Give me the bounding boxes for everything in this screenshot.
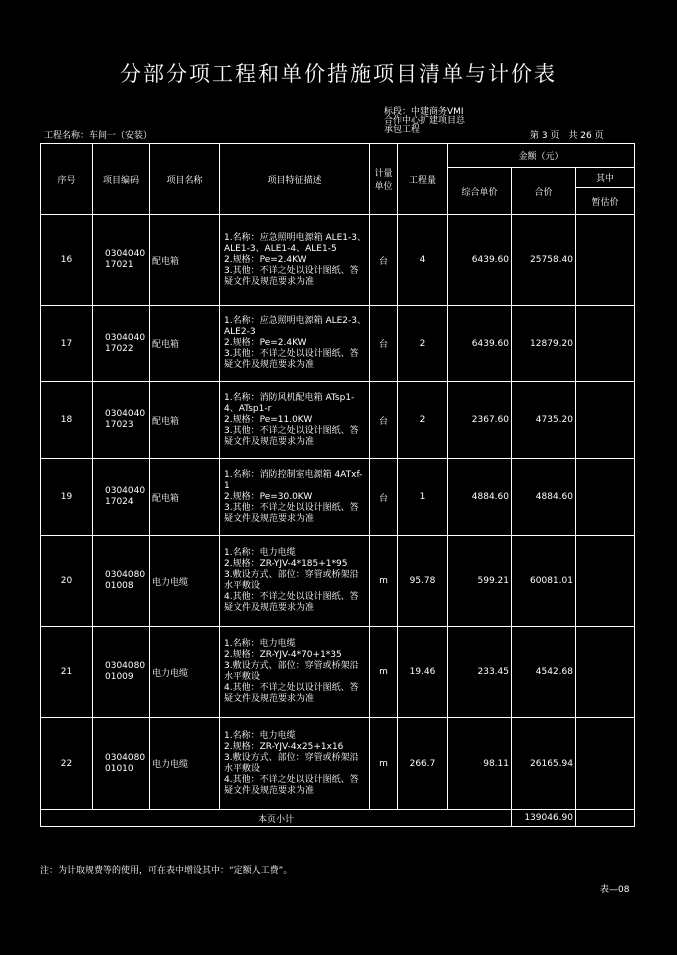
footnote: 注：为计取规费等的使用，可在表中增设其中：“定额人工费”。 (40, 866, 293, 876)
subtotal-value: 139046.90 (512, 810, 576, 827)
row-code: 030404017022 (93, 306, 150, 382)
row-estimate (576, 627, 635, 718)
row-total: 12879.20 (512, 306, 576, 382)
row-unit: m (370, 718, 398, 810)
row-name: 配电箱 (150, 306, 220, 382)
col-header-unit: 计量单位 (370, 144, 398, 215)
row-unit: 台 (370, 382, 398, 459)
row-estimate (576, 718, 635, 810)
row-unit: 台 (370, 306, 398, 382)
row-name: 电力电缆 (150, 718, 220, 810)
row-feature: 1.名称：电力电缆 2.规格：ZR-YJV-4*70+1*35 3.敷设方式、部位：穿管或桥架沿水平敷设 4.其他：不详之处以设计图纸、答疑文件及规范要求为准 (220, 627, 370, 718)
col-header-name: 项目名称 (150, 144, 220, 215)
row-feature: 1.名称：消防控制室电源箱 4ATxf-1 2.规格：Pe=30.0KW 3.其他：不详之处以设计图纸、答疑文件及规范要求为准 (220, 459, 370, 536)
row-unit-price: 4884.60 (448, 459, 512, 536)
row-code: 030408001010 (93, 718, 150, 810)
row-estimate (576, 459, 635, 536)
row-feature: 1.名称：应急照明电源箱 ALE1-3、ALE1-3、ALE1-4、ALE1-5 2.规格：Pe=2.4KW 3.其他：不详之处以设计图纸、答疑文件及规范要求为准 (220, 215, 370, 306)
row-unit: 台 (370, 215, 398, 306)
row-total: 4735.20 (512, 382, 576, 459)
subtotal-label: 本页小计 (41, 810, 512, 827)
table-row (41, 382, 635, 459)
table-row (41, 215, 635, 306)
row-unit-price: 2367.60 (448, 382, 512, 459)
row-qty: 2 (398, 382, 448, 459)
row-code: 030404017024 (93, 459, 150, 536)
row-unit: 台 (370, 459, 398, 536)
bill-table (40, 143, 635, 827)
row-estimate (576, 382, 635, 459)
row-index: 22 (41, 718, 93, 810)
table-row (41, 718, 635, 810)
row-qty: 266.7 (398, 718, 448, 810)
row-feature: 1.名称：消防风机配电箱 ATsp1-4、ATsp1-r 2.规格：Pe=11.0KW 3.其他：不详之处以设计图纸、答疑文件及规范要求为准 (220, 382, 370, 459)
row-feature: 1.名称：应急照明电源箱 ALE2-3、ALE2-3 2.规格：Pe=2.4KW 3.其他：不详之处以设计图纸、答疑文件及规范要求为准 (220, 306, 370, 382)
row-unit-price: 233.45 (448, 627, 512, 718)
page-title: 分部分项工程和单价措施项目清单与计价表 (120, 62, 557, 86)
row-code: 030404017021 (93, 215, 150, 306)
col-header-unit-price: 综合单价 (448, 168, 512, 215)
row-estimate (576, 215, 635, 306)
row-qty: 95.78 (398, 536, 448, 627)
subtotal-row (41, 810, 635, 827)
row-unit: m (370, 536, 398, 627)
col-header-code: 项目编码 (93, 144, 150, 215)
table-row (41, 306, 635, 382)
row-code: 030404017023 (93, 382, 150, 459)
col-header-total: 合价 (512, 168, 576, 215)
row-unit-price: 599.21 (448, 536, 512, 627)
row-name: 电力电缆 (150, 536, 220, 627)
row-index: 16 (41, 215, 93, 306)
row-qty: 4 (398, 215, 448, 306)
row-total: 4884.60 (512, 459, 576, 536)
col-header-feature: 项目特征描述 (220, 144, 370, 215)
subtotal-estimate (576, 810, 635, 827)
row-total: 60081.01 (512, 536, 576, 627)
row-index: 19 (41, 459, 93, 536)
col-header-estimate: 暂估价 (576, 188, 635, 215)
row-code: 030408001009 (93, 627, 150, 718)
row-estimate (576, 306, 635, 382)
col-header-qty: 工程量 (398, 144, 448, 215)
row-estimate (576, 536, 635, 627)
row-total: 4542.68 (512, 627, 576, 718)
table-row (41, 536, 635, 627)
project-name: 工程名称：车间一（安装） (44, 131, 153, 141)
row-name: 配电箱 (150, 215, 220, 306)
row-feature: 1.名称：电力电缆 2.规格：ZR-YJV-4*185+1*95 3.敷设方式、部位：穿管或桥架沿水平敷设 4.其他：不详之处以设计图纸、答疑文件及规范要求为准 (220, 536, 370, 627)
row-qty: 1 (398, 459, 448, 536)
row-qty: 19.46 (398, 627, 448, 718)
section-note (384, 108, 465, 135)
row-index: 18 (41, 382, 93, 459)
section-note-line: 标段：中建商务VMI (384, 107, 464, 117)
row-name: 电力电缆 (150, 627, 220, 718)
row-name: 配电箱 (150, 382, 220, 459)
row-unit: m (370, 627, 398, 718)
col-header-of-which: 其中 (576, 168, 635, 188)
row-name: 配电箱 (150, 459, 220, 536)
row-qty: 2 (398, 306, 448, 382)
table-row (41, 627, 635, 718)
col-header-index: 序号 (41, 144, 93, 215)
row-unit-price: 98.11 (448, 718, 512, 810)
row-index: 20 (41, 536, 93, 627)
section-note-line: 合作中心扩建项目总 (384, 116, 466, 126)
section-note-line: 承包工程 (384, 125, 421, 135)
row-index: 21 (41, 627, 93, 718)
row-total: 26165.94 (512, 718, 576, 810)
row-unit-price: 6439.60 (448, 306, 512, 382)
row-total: 25758.40 (512, 215, 576, 306)
row-index: 17 (41, 306, 93, 382)
form-code: 表—08 (600, 885, 630, 895)
table-row (41, 459, 635, 536)
row-unit-price: 6439.60 (448, 215, 512, 306)
row-code: 030408001008 (93, 536, 150, 627)
row-feature: 1.名称：电力电缆 2.规格：ZR-YJV-4x25+1x16 3.敷设方式、部位：穿管或桥架沿水平敷设 4.其他：不详之处以设计图纸、答疑文件及规范要求为准 (220, 718, 370, 810)
page-info: 第 3 页 共 26 页 (530, 131, 604, 141)
col-header-amount: 金额（元） (448, 144, 635, 168)
